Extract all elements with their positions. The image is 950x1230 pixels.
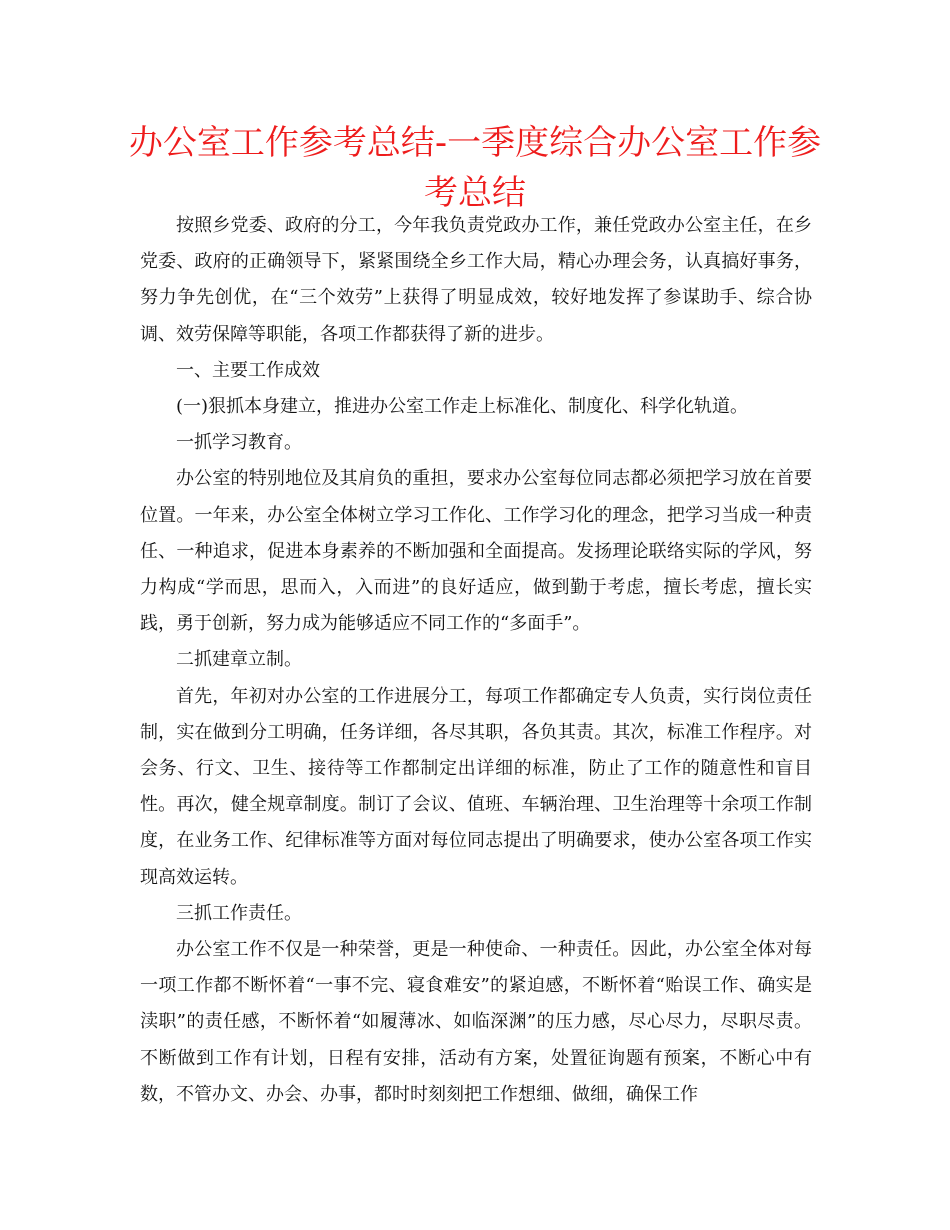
item-heading-rules: 二抓建章立制。: [176, 649, 302, 671]
item-heading-responsibility: 三抓工作责任。: [176, 902, 302, 924]
paragraph-responsibility: 办公室工作不仅是一种荣誉，更是一种使命、一种责任。因此，办公室全体对每一项工作都不断怀着“一事不完、寝食难安”的紧迫感，不断怀着“贻误工作、确实是渎职”的责任感，不断怀着“如履薄冰、如临深渊”的压力感，尽心尽力，尽职尽责。不断做到工作有计划，日程有安排，活动有方案，处置征询题有预案，不断心中有数，不管办文、办会、办事，都时时刻刻把工作想细、做细，确保工作: [140, 939, 812, 1105]
item-heading-study: 一抓学习教育。: [176, 432, 302, 454]
paragraph-study: 办公室的特别地位及其肩负的重担，要求办公室每位同志都必须把学习放在首要位置。一年来，办公室全体树立学习工作化、工作学习化的理念，把学习当成一种责任、一种追求，促进本身素养的不断加强和全面提高。发扬理论联络实际的学风，努力构成“学而思，思而入，入而进”的良好适应，做到勤于考虑，擅长考虑，擅长实践，勇于创新，努力成为能够适应不同工作的“多面手”。: [140, 468, 812, 635]
paragraph-intro: 按照乡党委、政府的分工，今年我负责党政办工作，兼任党政办公室主任，在乡党委、政府的正确领导下，紧紧围绕全乡工作大局，精心办理会务，认真搞好事务，努力争先创优，在“三个效劳”上获得了明显成效，较好地发挥了参谋助手、综合协调、效劳保障等职能，各项工作都获得了新的进步。: [140, 215, 812, 345]
heading-main-achievements: 一、主要工作成效: [176, 359, 320, 381]
document-body: [140, 208, 812, 1113]
paragraph-rules: 首先，年初对办公室的工作进展分工，每项工作都确定专人负责，实行岗位责任制，实在做到分工明确，任务详细，各尽其职，各负其责。其次，标准工作程序。对会务、行文、卫生、接待等工作都制定出详细的标准，防止了工作的随意性和盲目性。再次，健全规章制度。制订了会议、值班、车辆治理、卫生治理等十余项工作制度，在业务工作、纪律标准等方面对每位同志提出了明确要求，使办公室各项工作实现高效运转。: [140, 685, 812, 888]
subheading-self-building: (一)狠抓本身建立，推进办公室工作走上标准化、制度化、科学化轨道。: [176, 396, 749, 418]
document-title: 办公室工作参考总结-一季度综合办公室工作参考总结: [128, 123, 822, 213]
